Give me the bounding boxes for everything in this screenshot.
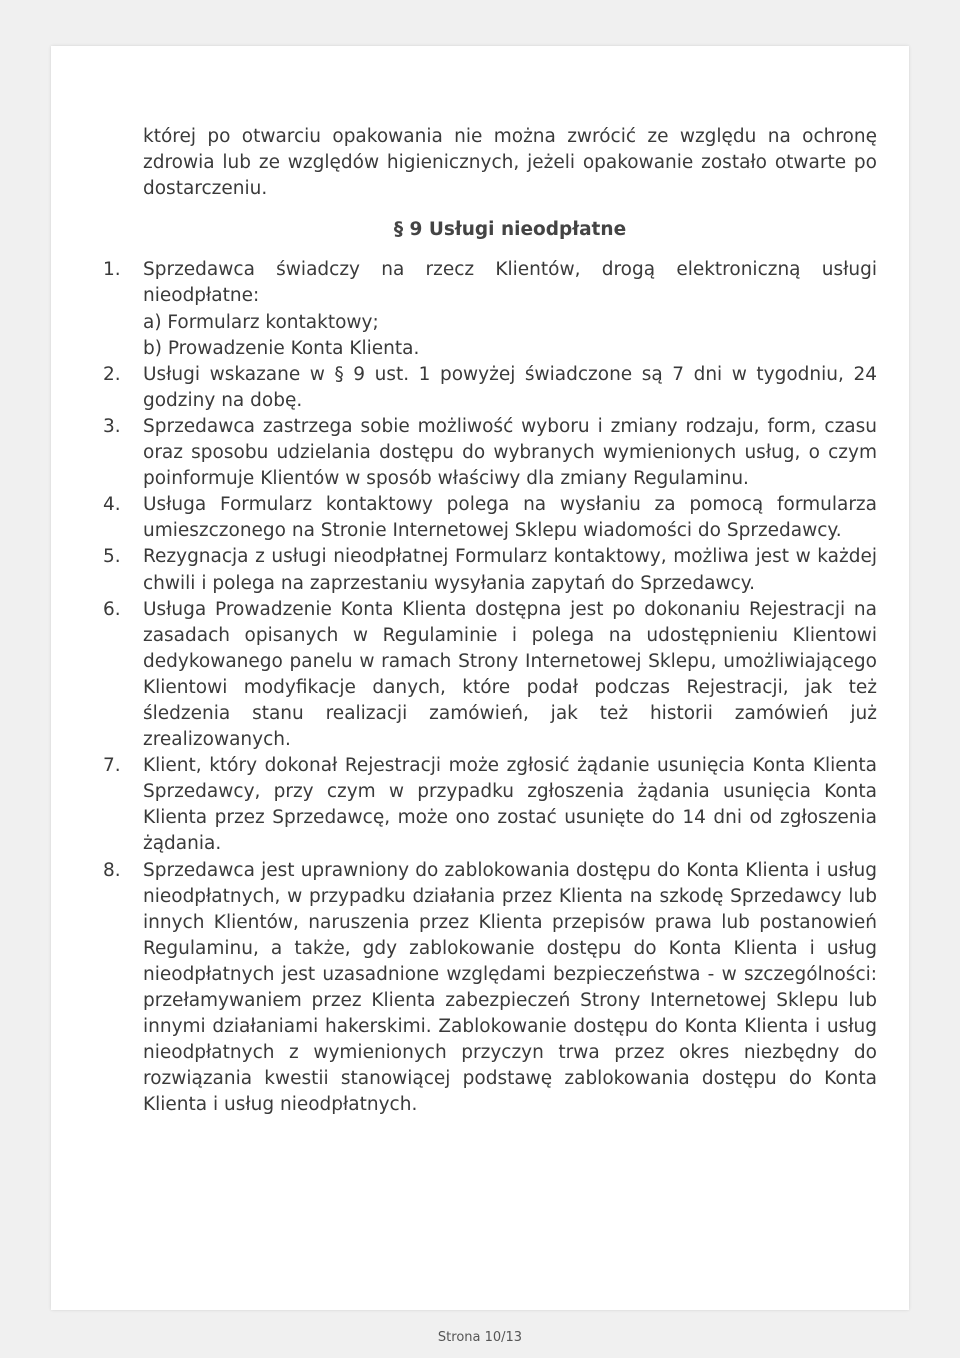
list-item-text: Usługa Prowadzenie Konta Klienta dostępna jest po dokonaniu Rejestracji na zasadach opisanych w Regulaminie i polega na udostępnieniu Klientowi dedykowanego panelu w ramach Strony Internetowej Sklepu, umożliwiającego Klientowi modyfikacje danych, które podał podczas Rejestracji, jak też śledzenia stanu realizacji zamówień, jak też historii zamówień już zrealizowanych.	[143, 598, 877, 751]
list-item-4	[103, 492, 877, 544]
list-item-text: Sprzedawca zastrzega sobie możliwość wyboru i zmiany rodzaju, form, czasu oraz sposobu udzielania dostępu do wybranych wymienionych usług, o czym poinformuje Klientów w sposób właściwy dla zmiany Regulaminu.	[143, 415, 877, 490]
section-heading: § 9 Usługi nieodpłatne	[393, 219, 627, 241]
list-number: 5.	[103, 546, 121, 568]
list-item-1	[103, 257, 877, 361]
list-number: 3.	[103, 415, 121, 437]
list-item-6	[103, 597, 877, 754]
list-item-text: Rezygnacja z usługi nieodpłatnej Formularz kontaktowy, możliwa jest w każdej chwili i polega na zaprzestaniu wysyłania zapytań do Sprzedawcy.	[143, 546, 877, 594]
list-item-2	[103, 362, 877, 414]
intro-paragraph: której po otwarciu opakowania nie można zwrócić ze względu na ochronę zdrowia lub ze względów higienicznych, jeżeli opakowanie zostało otwarte po dostarczeniu.	[143, 126, 877, 200]
sub-item-b: b) Prowadzenie Konta Klienta.	[143, 337, 420, 359]
list-item-text: Sprzedawca świadczy na rzecz Klientów, drogą elektroniczną usługi nieodpłatne:	[143, 259, 877, 307]
list-number: 7.	[103, 755, 121, 777]
list-item-text: Sprzedawca jest uprawniony do zablokowania dostępu do Konta Klienta i usług nieodpłatnych, w przypadku działania przez Klienta na szkodę Sprzedawcy lub innych Klientów, naruszenia przez Klienta przepisów prawa lub postanowień Regulaminu, a także, gdy zablokowanie dostępu do Konta Klienta i usług nieodpłatnych jest uzasadnione względami bezpieczeństwa - w szczególności: przełamywaniem przez Klienta zabezpieczeń Strony Internetowej Sklepu lub innymi działaniami hakerskimi. Zablokowanie dostępu do Konta Klienta i usług nieodpłatnych z wymienionych przyczyn trwa przez okres niezbędny do rozwiązania kwestii stanowiącej podstawę zablokowania dostępu do Konta Klienta i usług nieodpłatnych.	[143, 859, 877, 1116]
list-number: 8.	[103, 859, 121, 881]
list-item-text: Usługi wskazane w § 9 ust. 1 powyżej świadczone są 7 dni w tygodniu, 24 godziny na dobę.	[143, 363, 877, 411]
page-number: Strona 10/13	[437, 1330, 523, 1345]
list-item-text: Usługa Formularz kontaktowy polega na wysłaniu za pomocą formularza umieszczonego na Stronie Internetowej Sklepu wiadomości do Sprzedawcy.	[143, 494, 877, 542]
list-number: 4.	[103, 494, 121, 516]
list-number: 6.	[103, 598, 121, 620]
document-content	[103, 124, 877, 1118]
list-number: 1.	[103, 259, 121, 281]
sub-item-a: a) Formularz kontaktowy;	[143, 311, 379, 333]
list-item-text: Klient, który dokonał Rejestracji może zgłosić żądanie usunięcia Konta Klienta Sprzedawcy, przy czym w przypadku zgłoszenia żądania usunięcia Konta Klienta przez Sprzedawcę, może ono zostać usunięte do 14 dni od zgłoszenia żądania.	[143, 755, 877, 855]
list-item-3	[103, 414, 877, 492]
document-page	[51, 46, 909, 1310]
list-item-5	[103, 544, 877, 596]
list-number: 2.	[103, 363, 121, 385]
list-item-7	[103, 753, 877, 857]
list-item-8	[103, 858, 877, 1119]
